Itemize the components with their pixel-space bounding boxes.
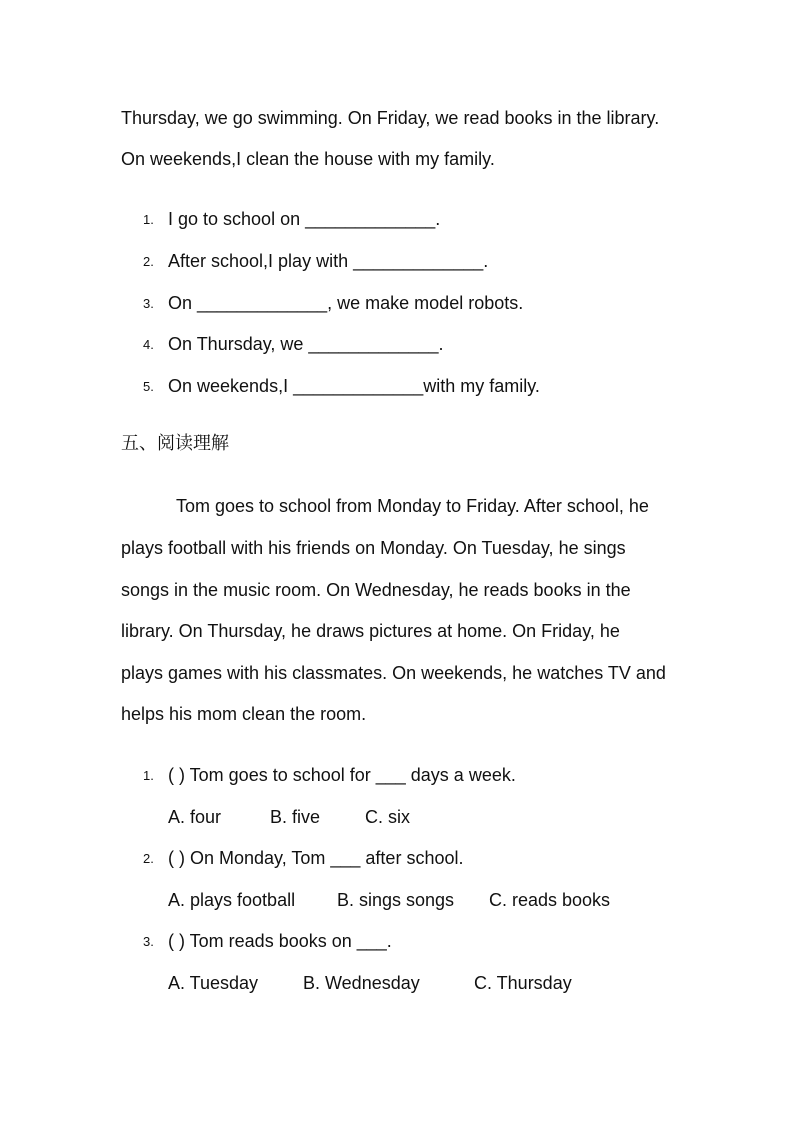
passage-line-1: Tom goes to school from Monday to Friday. After school, he — [176, 496, 649, 516]
blank-item-1-number: 1. — [143, 212, 154, 227]
question-3-option-c: C. Thursday — [474, 973, 572, 993]
question-3-text: ( ) Tom reads books on ___. — [168, 931, 392, 951]
passage-line-3: songs in the music room. On Wednesday, he reads books in the — [121, 580, 631, 600]
blank-item-4-number: 4. — [143, 337, 154, 352]
blank-item-5-number: 5. — [143, 379, 154, 394]
question-1-option-c: C. six — [365, 807, 410, 827]
intro-line-1: Thursday, we go swimming. On Friday, we read books in the library. — [121, 108, 660, 128]
blank-item-1-text: I go to school on _____________. — [168, 209, 441, 229]
blank-item-3-text: On _____________, we make model robots. — [168, 293, 524, 313]
blank-item-5-text: On weekends,I _____________with my family. — [168, 376, 540, 396]
intro-line-2: On weekends,I clean the house with my family. — [121, 149, 495, 169]
question-1-option-b: B. five — [270, 807, 321, 827]
question-2-option-c: C. reads books — [489, 890, 611, 910]
question-2-option-a: A. plays football — [168, 890, 296, 910]
question-3-number: 3. — [143, 934, 154, 949]
passage-line-6: helps his mom clean the room. — [121, 704, 367, 724]
question-2-option-b: B. sings songs — [337, 890, 455, 910]
blank-item-2-text: After school,I play with _____________. — [168, 251, 489, 271]
question-1-option-a: A. four — [168, 807, 222, 827]
question-1-text: ( ) Tom goes to school for ___ days a week. — [168, 765, 516, 785]
blank-item-2-number: 2. — [143, 254, 154, 269]
passage-line-4: library. On Thursday, he draws pictures at home. On Friday, he — [121, 621, 620, 641]
blank-item-4-text: On Thursday, we _____________. — [168, 334, 444, 354]
question-3-option-a: A. Tuesday — [168, 973, 259, 993]
passage-line-5: plays games with his classmates. On weekends, he watches TV and — [121, 663, 666, 683]
passage-line-2: plays football with his friends on Monday. On Tuesday, he sings — [121, 538, 626, 558]
question-3-option-b: B. Wednesday — [303, 973, 420, 993]
blank-item-3-number: 3. — [143, 296, 154, 311]
section-heading: 五、阅读理解 — [121, 433, 229, 454]
question-2-text: ( ) On Monday, Tom ___ after school. — [168, 848, 464, 868]
question-2-number: 2. — [143, 851, 154, 866]
question-1-number: 1. — [143, 768, 154, 783]
